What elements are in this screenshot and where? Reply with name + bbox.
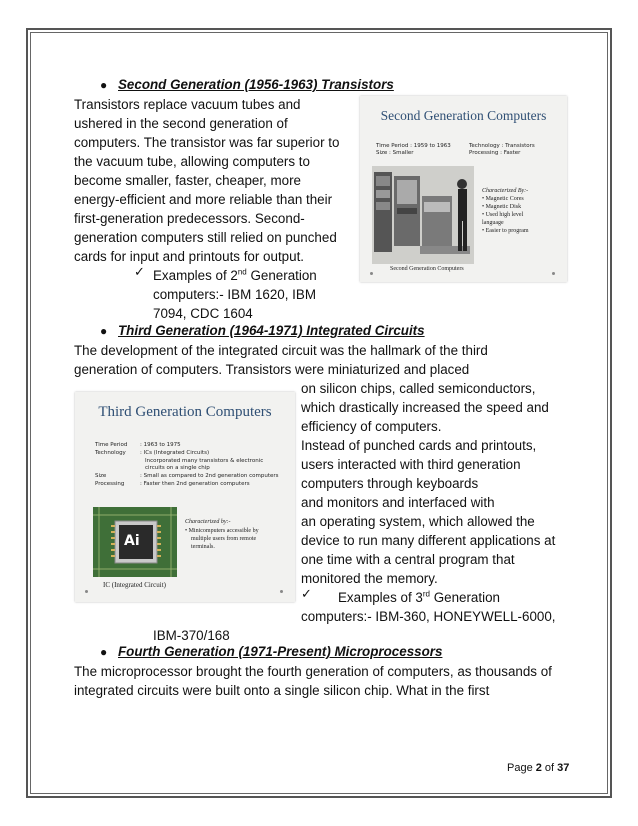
gen3-line: efficiency of computers. — [301, 419, 442, 434]
slide2-bullet: • Magnetic Disk — [482, 204, 522, 210]
slide-nav-dot — [85, 590, 88, 593]
slide2-time-period: Time Period : 1959 to 1963 — [376, 143, 451, 149]
slide2-bullet: • Magnetic Cores — [482, 196, 524, 202]
gen2-heading: Second Generation (1956-1963) Transistors — [118, 77, 394, 92]
ic-chip-photo — [93, 507, 177, 577]
gen3-examples: Examples of 3rd Generation — [338, 589, 500, 605]
slide3-row-value: : Faster then 2nd generation computers — [140, 481, 250, 487]
slide3-bullet: • Minicomputers accessible by — [185, 528, 259, 534]
chip-label: Ai — [124, 533, 140, 549]
gen3-line: users interacted with third generation — [301, 457, 521, 472]
gen2-examples: Examples of 2nd Generation — [153, 267, 317, 283]
gen3-line: generation of computers. Transistors were miniaturized and placed — [74, 362, 470, 377]
slide-second-generation — [360, 96, 567, 282]
gen2-line: computers. The transistor was far superior to — [74, 135, 340, 150]
slide3-row-label: Processing — [95, 481, 125, 487]
slide3-row-value: : Small as compared to 2nd generation computers — [140, 473, 279, 479]
bullet-gen4: ● — [100, 645, 108, 659]
slide2-title: Second Generation Computers — [380, 108, 547, 123]
slide2-characterized: Characterized By:- — [482, 188, 529, 194]
slide3-row-value: Incorporated many transistors & electronic — [145, 458, 264, 464]
gen3-line: monitored the memory. — [301, 571, 438, 586]
gen3-line: an operating system, which allowed the — [301, 514, 535, 529]
gen3-line: and monitors and interfaced with — [301, 495, 495, 510]
gen2-examples-line2: computers:- IBM 1620, IBM — [153, 287, 316, 302]
gen2-line: ushered in the second generation of — [74, 116, 288, 131]
computer-photo — [372, 166, 474, 264]
slide3-row-value: : 1963 to 1975 — [140, 442, 181, 448]
gen3-line: which drastically increased the speed and — [301, 400, 549, 415]
slide3-characterized: Characterized by:- — [185, 519, 231, 525]
slide3-row-value: : ICs (Integrated Circuits) — [140, 450, 210, 456]
bullet-gen3: ● — [100, 324, 108, 338]
gen3-line: Instead of punched cards and printouts, — [301, 438, 537, 453]
gen4-line: The microprocessor brought the fourth generation of computers, as thousands of — [74, 664, 552, 679]
gen3-line: computers through keyboards — [301, 476, 479, 491]
gen2-line: become smaller, faster, cheaper, more — [74, 173, 302, 188]
slide-third-generation — [75, 392, 295, 602]
gen4-heading: Fourth Generation (1971-Present) Microprocessors — [118, 644, 443, 659]
slide3-row-label: Size — [95, 473, 107, 479]
gen2-examples-line3: 7094, CDC 1604 — [153, 306, 253, 321]
checkmark-icon: ✓ — [301, 586, 312, 601]
slide-nav-dot — [280, 590, 283, 593]
gen2-line: generation computers still relied on punched — [74, 230, 337, 245]
gen3-line: on silicon chips, called semiconductors, — [301, 381, 536, 396]
slide3-bullet: multiple users from remote — [191, 536, 257, 542]
gen2-line: first-generation predecessors. Second- — [74, 211, 305, 226]
slide2-bullet: • Easier to program — [482, 228, 529, 234]
slide3-title: Third Generation Computers — [98, 404, 272, 420]
slide2-processing: Processing : Faster — [469, 150, 521, 156]
slide-nav-dot — [552, 272, 555, 275]
slide2-size: Size : Smaller — [376, 150, 414, 156]
slide3-bullet: terminals. — [191, 544, 215, 550]
gen2-line: the vacuum tube, allowing computers to — [74, 154, 310, 169]
gen2-line: energy-efficient and more reliable than their — [74, 192, 333, 207]
gen3-line: The development of the integrated circuit was the hallmark of the third — [74, 343, 488, 358]
gen3-examples-line2: computers:- IBM-360, HONEYWELL-6000, — [301, 609, 556, 624]
gen2-line: Transistors replace vacuum tubes and — [74, 97, 301, 112]
slide2-caption: Second Generation Computers — [390, 266, 464, 272]
slide3-row-label: Time Period — [95, 442, 128, 448]
slide3-caption: IC (Integrated Circuit) — [103, 581, 166, 589]
slide3-row-value: circuits on a single chip — [145, 465, 210, 471]
slide-nav-dot — [370, 272, 373, 275]
bullet-gen2: ● — [100, 78, 108, 92]
slide2-technology: Technology : Transistors — [469, 143, 535, 149]
slide2-bullet: • Used high level — [482, 212, 524, 218]
gen3-line: device to run many different applications at — [301, 533, 556, 548]
gen2-line: cards for input and printouts for output. — [74, 249, 305, 264]
gen3-heading: Third Generation (1964-1971) Integrated Circuits — [118, 323, 425, 338]
gen3-examples-line3: IBM-370/168 — [153, 628, 230, 643]
slide2-bullet: language — [482, 220, 504, 226]
slide3-row-label: Technology — [95, 450, 126, 456]
gen3-line: one time with a central program that — [301, 552, 515, 567]
page-number: Page 2 of 37 — [507, 762, 570, 774]
gen4-line: integrated circuits were built onto a single silicon chip. What in the first — [74, 683, 490, 698]
checkmark-icon: ✓ — [134, 264, 145, 279]
